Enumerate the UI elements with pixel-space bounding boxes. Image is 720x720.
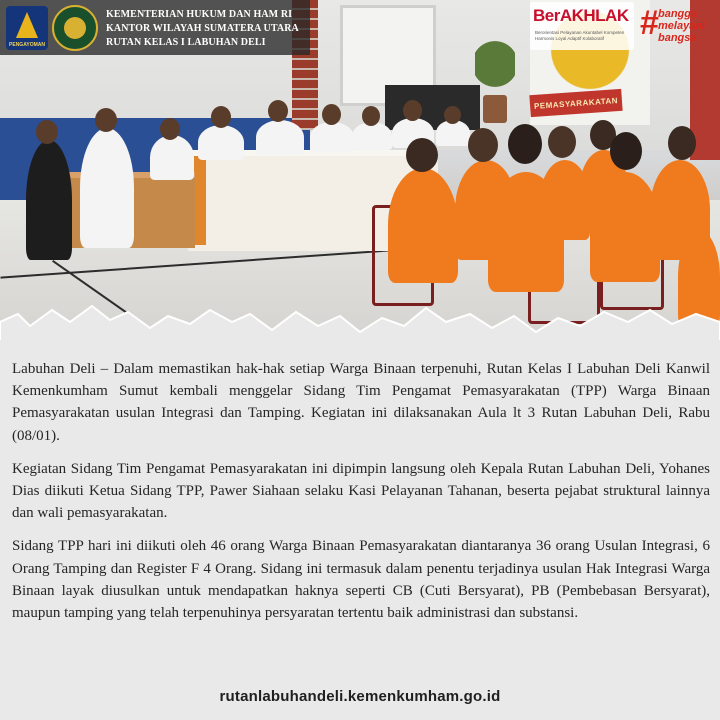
person-head xyxy=(95,108,117,132)
article-paragraph: Labuhan Deli – Dalam memastikan hak-hak setiap Warga Binaan terpenuhi, Rutan Kelas I Labuhan Deli Kanwil Kemenkumham Sumut kembali menggelar Sidang Tim Pengamat Pemasyarakatan (TPP) Warga Binaan Pemasyarakatan usulan Integrasi dan Tamping. Kegiatan ini dilaksanakan Aula lt 3 Rutan Labuhan Deli, Rabu (08/01). xyxy=(12,361,710,444)
person-head xyxy=(548,126,576,158)
banyan-tree-icon xyxy=(16,12,38,38)
berakhlak-logo-text: BerAKHLAK xyxy=(533,6,629,25)
photo-plant xyxy=(475,40,515,100)
person-head xyxy=(610,132,642,170)
person-head xyxy=(403,100,422,121)
person-head xyxy=(508,124,542,164)
article-paragraph: Sidang TPP hari ini diikuti oleh 46 orang Warga Binaan Pemasyarakatan diantaranya 36 orang Usulan Integrasi, 6 Orang Tamping dan Register F 4 Orang. Sidang ini termasuk dalam penentu terjadinya usulan Hak Integrasi Warga Binaan layak diusulkan untuk mendapatkan haknya seperti CB (Cuti Bersyarat), PB (Pembebasan Bersyarat), maupun tamping yang telah terpenuhinya persyaratan tertentu baik administrasi dan substansi. xyxy=(12,538,710,622)
kemenkumham-emblem-icon xyxy=(52,5,98,51)
berakhlak-tagline: Berorientasi Pelayanan Akuntabel Kompeten Harmonis Loyal Adaptif Kolaboratif xyxy=(535,30,625,41)
person-head xyxy=(362,106,380,126)
article-paragraph: Kegiatan Sidang Tim Pengamat Pemasyarakatan ini dipimpin langsung oleh Kepala Rutan Labuhan Deli, Yohanes Dias diikuti Ketua Sidang TPP, Pawer Siahaan selaku Kasi Pelayanan Tahanan, beserta pejabat struktural lainnya dan wali pemasyarakatan. xyxy=(12,460,710,522)
bangga-line-1: bangga xyxy=(658,8,698,20)
person-head xyxy=(444,106,461,124)
bangga-line-3: bangsa xyxy=(658,32,697,44)
inmate-person xyxy=(388,168,458,283)
official-person xyxy=(256,120,304,155)
person-head xyxy=(468,128,498,162)
person-head xyxy=(211,106,231,128)
person-head xyxy=(160,118,180,140)
banner-ribbon: PEMASYARAKATAN xyxy=(529,89,622,117)
person-head xyxy=(406,138,438,172)
photo-plant-pot xyxy=(483,95,507,123)
hashtag-icon: # xyxy=(640,4,659,42)
official-person xyxy=(198,125,244,160)
emblem-center-icon xyxy=(64,17,86,39)
bangga-line-2: melayani xyxy=(658,20,706,32)
official-person xyxy=(26,140,72,260)
person-head xyxy=(36,120,58,144)
official-person xyxy=(80,128,134,248)
org-line-ministry: KEMENTERIAN HUKUM DAN HAM RI xyxy=(106,9,293,20)
official-person xyxy=(150,135,194,180)
org-line-regional-office: KANTOR WILAYAH SUMATERA UTARA xyxy=(106,23,299,34)
org-line-rutan: RUTAN KELAS I LABUHAN DELI xyxy=(106,37,266,48)
pengayoman-logo-label: PENGAYOMAN xyxy=(9,42,45,48)
pengayoman-logo-icon xyxy=(6,6,48,50)
institution-header xyxy=(0,0,310,55)
website-url: rutanlabuhandeli.kemenkumham.go.id xyxy=(219,688,501,705)
news-article xyxy=(12,358,710,635)
person-head xyxy=(668,126,696,160)
person-head xyxy=(322,104,341,125)
official-person xyxy=(310,122,354,152)
person-head xyxy=(268,100,288,122)
official-person xyxy=(352,122,392,150)
